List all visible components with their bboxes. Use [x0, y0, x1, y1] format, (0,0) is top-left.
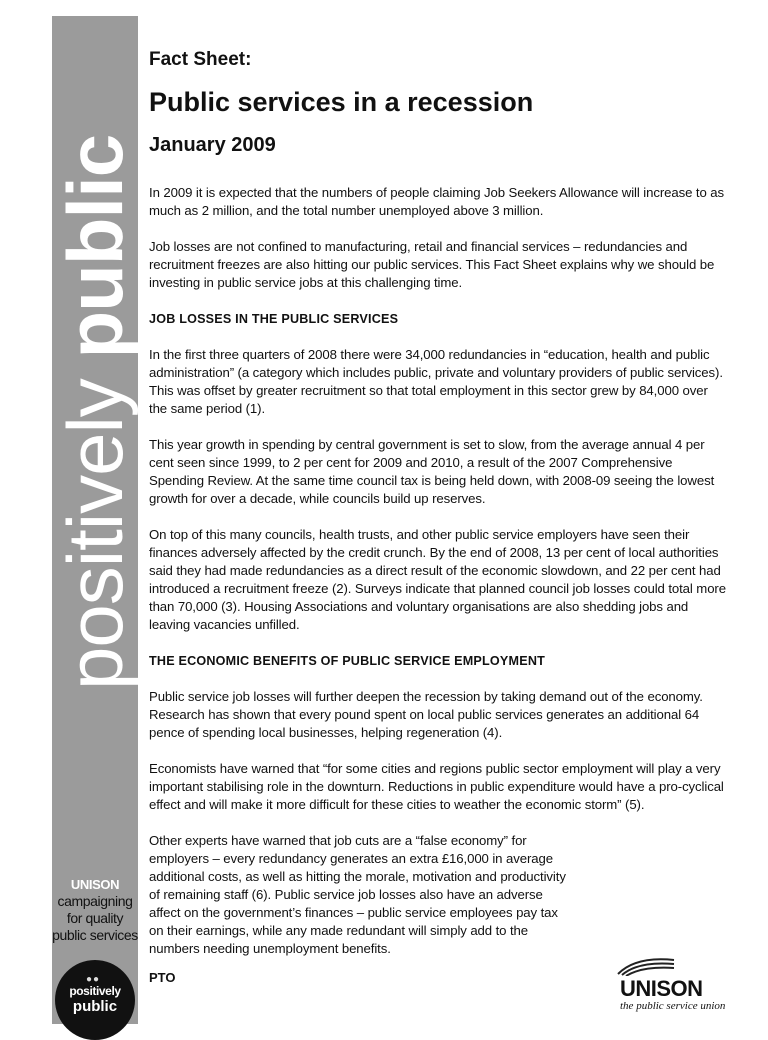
paragraph-6: Public service job losses will further deepen the recession by taking demand out of the economy. Research has shown that every pound spent on local public services generates an additional 64 pence of spending local businesses, helping regeneration (4). [149, 689, 703, 740]
sidebar-tagline [52, 876, 138, 944]
brand-light-word: positively [51, 379, 139, 690]
paragraph-7: Economists have warned that “for some cities and regions public sector employment will play a very important stabilising role in the downturn. Reductions in public expenditure would have a pro-cyclical effect and will make it more difficult for these cities to weather the economic storm” (5). [149, 761, 724, 812]
page-title: Public services in a recession [149, 87, 534, 117]
positively-public-badge [55, 960, 135, 1040]
unison-logo-subtitle: the public service union [620, 1000, 726, 1012]
paragraph-5: On top of this many councils, health trusts, and other public service employers have seen their finances adversely affected by the credit crunch. By the end of 2008, 13 per cent of local authorities said they had made redundancies as a direct result of the economic slowdown, and 22 per cent had introduced a recruitment freeze (2). Surveys indicate that planned council job losses could total more than 70,000 (3). Housing Associations and voluntary organisations are also shedding jobs and leaving vacancies unfilled. [149, 527, 726, 632]
vertical-brand-wordmark [51, 110, 139, 690]
badge-line-1: positively [69, 984, 121, 998]
kicker: Fact Sheet: [149, 49, 252, 70]
sidebar-org: UNISON [70, 877, 120, 892]
issue-date: January 2009 [149, 134, 276, 156]
tagline-line-1: campaigning [57, 893, 133, 909]
tagline-line-3: public services [52, 927, 138, 943]
badge-line-2: public [72, 998, 118, 1015]
paragraph-1: In 2009 it is expected that the numbers of people claiming Job Seekers Allowance will increase to as much as 2 million, and the total number unemployed above 3 million. [149, 185, 724, 218]
body-text [149, 184, 729, 985]
unison-logo-name: UNISON [620, 976, 703, 1001]
unison-logo [610, 954, 730, 1018]
brand-bold-word: public [51, 134, 139, 359]
unison-arcs-icon [616, 954, 676, 976]
fact-sheet-content [149, 48, 729, 985]
pto-label: PTO [149, 970, 176, 985]
section-heading-economic-benefits: THE ECONOMIC BENEFITS OF PUBLIC SERVICE EMPLOYMENT [149, 654, 546, 668]
paragraph-8: Other experts have warned that job cuts are a “false economy” for employers – every redundancy generates an extra £16,000 in average additional costs, as well as hitting the morale, motivation and productivity of remaining staff (6). Public service job losses also have an adverse affect on the government’s finances – public service employees pay tax on their earnings, while any made redundant will simply add to the numbers needing unemployment benefits. [149, 833, 566, 956]
paragraph-3: In the first three quarters of 2008 there were 34,000 redundancies in “education, health and public administration” (a category which includes public, private and voluntary providers of public services). This was offset by greater recruitment so that total employment in this sector grew by 84,000 over the same period (1). [149, 347, 723, 416]
badge-dots-icon: ●● [86, 974, 101, 985]
paragraph-4: This year growth in spending by central government is set to slow, from the average annual 4 per cent seen since 1999, to 2 per cent for 2009 and 2010, a result of the 2007 Comprehensive Spending Review. At the same time council tax is being held down, with 2008-09 seeing the lowest growth for over a decade, while councils build up reserves. [149, 437, 715, 506]
paragraph-2: Job losses are not confined to manufacturing, retail and financial services – redundancies and recruitment freezes are also hitting our public services. This Fact Sheet explains why we should be investing in public service jobs at this challenging time. [149, 239, 715, 290]
section-heading-job-losses: JOB LOSSES IN THE PUBLIC SERVICES [149, 312, 399, 326]
tagline-line-2: for quality [66, 910, 124, 926]
